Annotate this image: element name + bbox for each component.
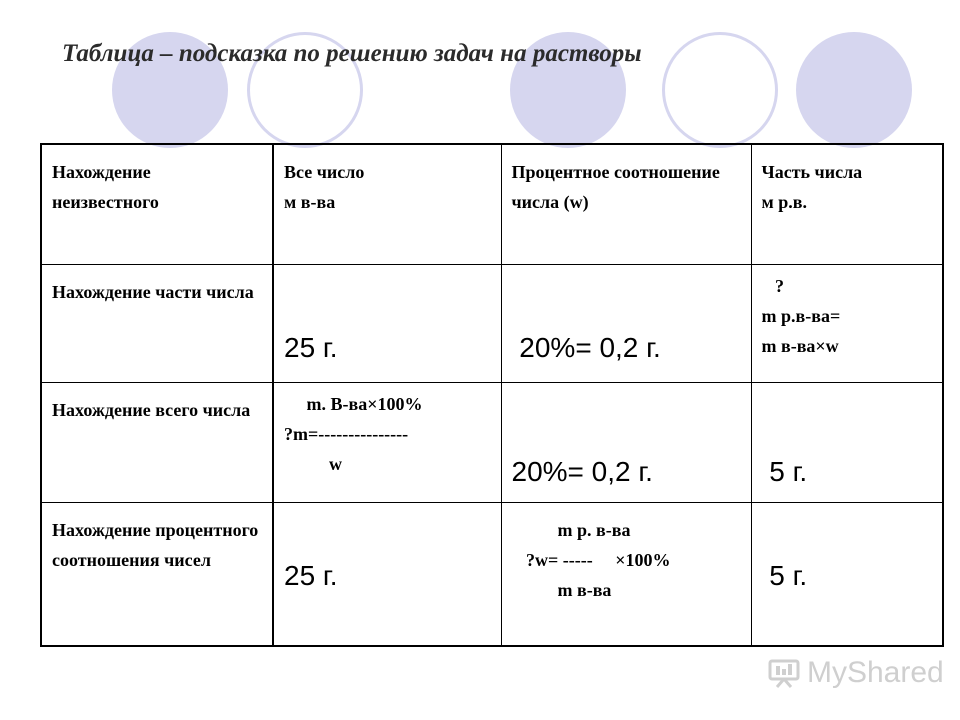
myshared-logo: [767, 656, 944, 690]
slide-title: Таблица – подсказка по решению задач на растворы: [62, 40, 642, 67]
cell-row-label: Нахождение процентного соотношения чисел: [41, 502, 273, 646]
cell-text: ?: [761, 275, 784, 296]
cell-value: 5 г.: [751, 502, 943, 646]
decor-circle-5: [796, 32, 912, 148]
table-row-percent: [41, 502, 943, 646]
cell-text: Все число: [284, 162, 365, 182]
cell-header-percent: Процентное соотношение числа (w): [501, 144, 751, 264]
cell-formula: [273, 382, 501, 502]
cell-text: ?w= ----- ×100%: [521, 549, 671, 570]
slideshow-icon: [767, 658, 801, 688]
table-row-whole: [41, 382, 943, 502]
solutions-table: [40, 143, 944, 647]
cell-text: Часть числа: [761, 162, 863, 182]
table-row-part: [41, 264, 943, 382]
cell-header-whole: [273, 144, 501, 264]
cell-text: m р.в-ва=: [761, 305, 841, 326]
cell-text: m в-ва×w: [761, 335, 839, 356]
cell-row-label: Нахождение части числа: [41, 264, 273, 382]
cell-header-part: [751, 144, 943, 264]
cell-text: m р. в-ва: [557, 519, 631, 540]
decor-circle-4: [662, 32, 778, 148]
cell-value: 5 г.: [751, 382, 943, 502]
cell-text: m. В-ва×100%: [284, 393, 423, 414]
cell-row-label: Нахождение всего числа: [41, 382, 273, 502]
cell-text: м р.в.: [761, 192, 807, 212]
cell-text: ?m=---------------: [284, 423, 409, 444]
cell-value: 20%= 0,2 г.: [501, 382, 751, 502]
cell-text: м в-ва: [284, 192, 336, 212]
cell-formula: [501, 502, 751, 646]
logo-text: MyShared: [807, 656, 944, 689]
cell-header-finding: Нахождение неизвестного: [41, 144, 273, 264]
cell-value: 25 г.: [273, 502, 501, 646]
cell-formula: [751, 264, 943, 382]
cell-text: m в-ва: [557, 579, 612, 600]
cell-value: 25 г.: [273, 264, 501, 382]
table-row-header: [41, 144, 943, 264]
cell-text: w: [284, 453, 342, 474]
cell-value: 20%= 0,2 г.: [501, 264, 751, 382]
